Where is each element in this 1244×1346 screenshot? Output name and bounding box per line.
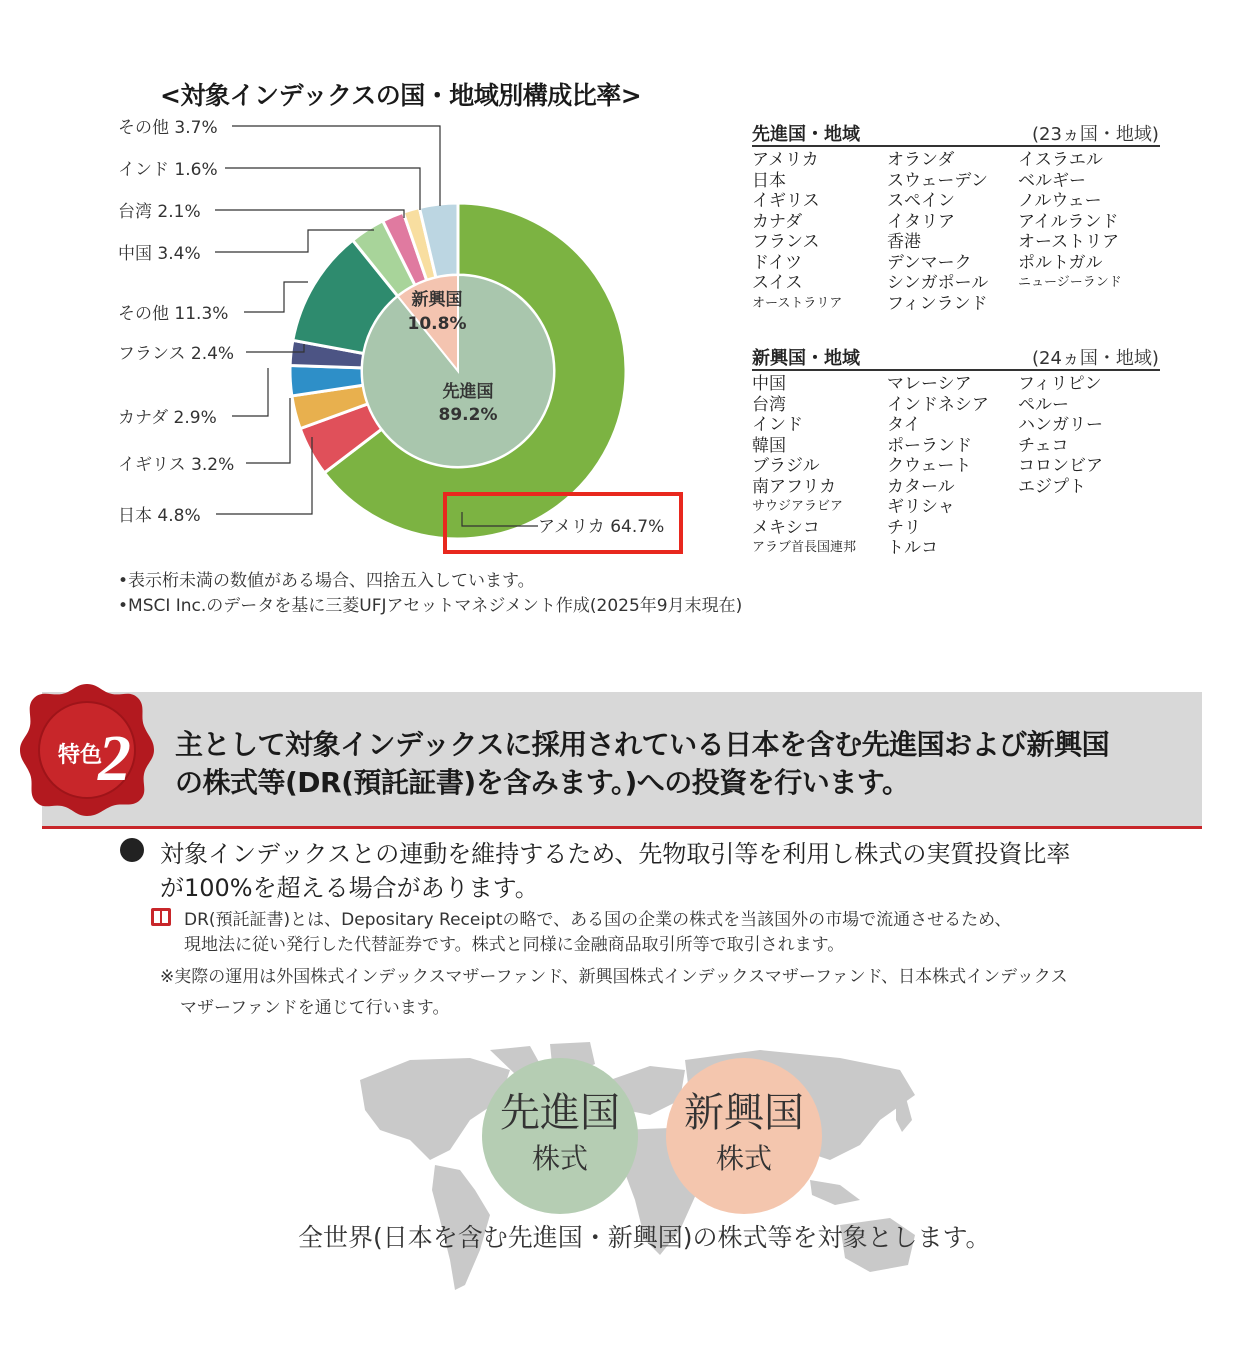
slice-label: カナダ 2.9% <box>118 408 217 428</box>
emerging-country: カタール <box>887 476 955 497</box>
developed-country: フィンランド <box>887 293 988 314</box>
emerging-heading: 新興国・地域 <box>752 348 860 369</box>
slice-label: インド 1.6% <box>118 160 218 180</box>
slice-label: アメリカ 64.7% <box>538 517 665 537</box>
developed-country: イタリア <box>887 211 955 232</box>
developed-country: ベルギー <box>1018 170 1086 191</box>
slice-label: 日本 4.8% <box>118 506 201 526</box>
emerging-country: インド <box>752 415 803 435</box>
developed-country: ニュージーランド <box>1018 275 1122 290</box>
donut-chart <box>0 0 720 560</box>
emerging-column-2 <box>887 374 989 559</box>
developed-circle <box>482 1058 638 1214</box>
chart-title: <対象インデックスの国・地域別構成比率> <box>160 81 642 110</box>
inner-label-developed-value: 89.2% <box>438 405 498 425</box>
slice-label: 台湾 2.1% <box>118 202 201 222</box>
bullet-line-1: 対象インデックスとの連動を維持するため、先物取引等を利用し株式の実質投資比率 <box>160 840 1071 868</box>
developed-country: ポルトガル <box>1018 252 1103 273</box>
slice-label: その他 11.3% <box>118 304 229 324</box>
leader-line <box>225 168 420 210</box>
feature-banner-rule <box>42 826 1202 829</box>
bullet-line-2: が100%を超える場合があります。 <box>160 874 539 902</box>
emerging-country: 南アフリカ <box>752 476 837 497</box>
feature-badge-seal-icon <box>18 680 156 818</box>
inner-label-developed-name: 先進国 <box>442 382 494 402</box>
emerging-country: コロンビア <box>1018 456 1103 476</box>
feature-line-2: の株式等(DR(預託証書)を含みます。)への投資を行います。 <box>175 766 910 799</box>
badge-number: 2 <box>98 722 131 795</box>
america-highlight-box <box>443 492 683 554</box>
asterisk-note-line-1: ※実際の運用は外国株式インデックスマザーファンド、新興国株式インデックスマザーファンド、日本株式インデックス <box>160 967 1068 987</box>
slice-label: 中国 3.4% <box>118 244 201 264</box>
leader-line <box>216 437 312 514</box>
developed-country: デンマーク <box>887 252 972 273</box>
slice-label: フランス 2.4% <box>118 344 235 364</box>
emerging-country: メキシコ <box>752 517 820 538</box>
emerging-circle <box>666 1058 822 1214</box>
emerging-country: サウジアラビア <box>752 499 844 514</box>
developed-country: ドイツ <box>752 252 803 273</box>
emerging-country: アラブ首長国連邦 <box>752 540 857 555</box>
developed-country: ノルウェー <box>1018 191 1102 211</box>
developed-country: オーストリア <box>1018 232 1120 252</box>
dr-note-line-1: DR(預託証書)とは、Depositary Receiptの略で、ある国の企業の株式を当該国外の市場で流通させるため、 <box>184 910 1012 930</box>
developed-country: スペイン <box>887 191 955 211</box>
emerging-country: ハンガリー <box>1018 415 1103 435</box>
emerging-country: 台湾 <box>752 394 786 415</box>
dr-note-line-2: 現地法に従い発行した代替証券です。株式と同様に金融商品取引所等で取引されます。 <box>184 935 845 955</box>
bullet-dot-icon <box>120 838 144 862</box>
developed-column-1 <box>752 150 842 314</box>
developed-country: 日本 <box>752 170 786 191</box>
emerging-country: トルコ <box>887 538 938 558</box>
inner-label-emerging-value: 10.8% <box>407 314 467 334</box>
emerging-country: チリ <box>887 517 921 538</box>
emerging-country: ペルー <box>1018 394 1069 415</box>
leader-line <box>215 210 404 218</box>
developed-country: オーストラリア <box>752 295 843 311</box>
emerging-circle-title: 新興国 <box>684 1090 804 1136</box>
developed-circle-subtitle: 株式 <box>531 1142 589 1175</box>
emerging-country: 韓国 <box>752 435 786 456</box>
note-rounding: •表示桁未満の数値がある場合、四捨五入しています。 <box>118 571 535 591</box>
emerging-country: マレーシア <box>887 374 972 394</box>
developed-country: イギリス <box>752 191 820 211</box>
developed-country: カナダ <box>752 211 803 232</box>
emerging-country: ポーランド <box>887 435 972 456</box>
emerging-column-3 <box>1018 374 1103 497</box>
leader-line <box>232 126 440 206</box>
map-caption: 全世界(日本を含む先進国・新興国)の株式等を対象とします。 <box>298 1223 991 1252</box>
emerging-country: 中国 <box>752 374 786 394</box>
emerging-column-1 <box>752 374 856 559</box>
emerging-country: クウェート <box>887 456 972 476</box>
developed-country: 香港 <box>887 232 921 252</box>
emerging-country: ブラジル <box>752 456 820 476</box>
slice-label: イギリス 3.2% <box>118 455 235 475</box>
developed-country: オランダ <box>887 150 955 170</box>
emerging-country: ギリシャ <box>887 497 955 517</box>
book-icon <box>150 907 172 927</box>
leader-line <box>244 282 308 312</box>
asterisk-note-line-2: マザーファンドを通じて行います。 <box>180 998 450 1018</box>
emerging-country: フィリピン <box>1018 374 1102 394</box>
developed-country: スイス <box>752 273 803 293</box>
emerging-country: タイ <box>887 415 921 435</box>
developed-heading: 先進国・地域 <box>752 124 860 145</box>
inner-label-emerging-name: 新興国 <box>411 290 463 310</box>
developed-country: シンガポール <box>887 273 989 293</box>
emerging-circle-subtitle: 株式 <box>715 1142 773 1175</box>
developed-country: アイルランド <box>1018 211 1119 232</box>
developed-country: スウェーデン <box>887 170 988 191</box>
emerging-country: インドネシア <box>887 394 989 415</box>
developed-column-3 <box>1018 150 1122 294</box>
developed-column-2 <box>887 150 988 314</box>
feature-line-1: 主として対象インデックスに採用されている日本を含む先進国および新興国 <box>175 728 1110 761</box>
developed-count: (23ヵ国・地域) <box>1032 124 1159 145</box>
slice-label: その他 3.7% <box>118 118 218 138</box>
emerging-country: エジプト <box>1018 476 1086 497</box>
world-map-illustration <box>340 1040 940 1300</box>
emerging-count: (24ヵ国・地域) <box>1032 348 1159 369</box>
note-source: •MSCI Inc.のデータを基に三菱UFJアセットマネジメント作成(2025年9月末現在) <box>118 596 743 616</box>
developed-circle-title: 先進国 <box>500 1090 620 1136</box>
emerging-country: チェコ <box>1018 435 1069 456</box>
emerging-rule <box>752 369 1160 371</box>
developed-country: アメリカ <box>752 150 819 170</box>
developed-country: フランス <box>752 232 820 252</box>
badge-label: 特色 <box>58 742 103 767</box>
developed-rule <box>752 145 1160 147</box>
developed-country: イスラエル <box>1018 150 1103 170</box>
leader-line <box>232 368 268 416</box>
